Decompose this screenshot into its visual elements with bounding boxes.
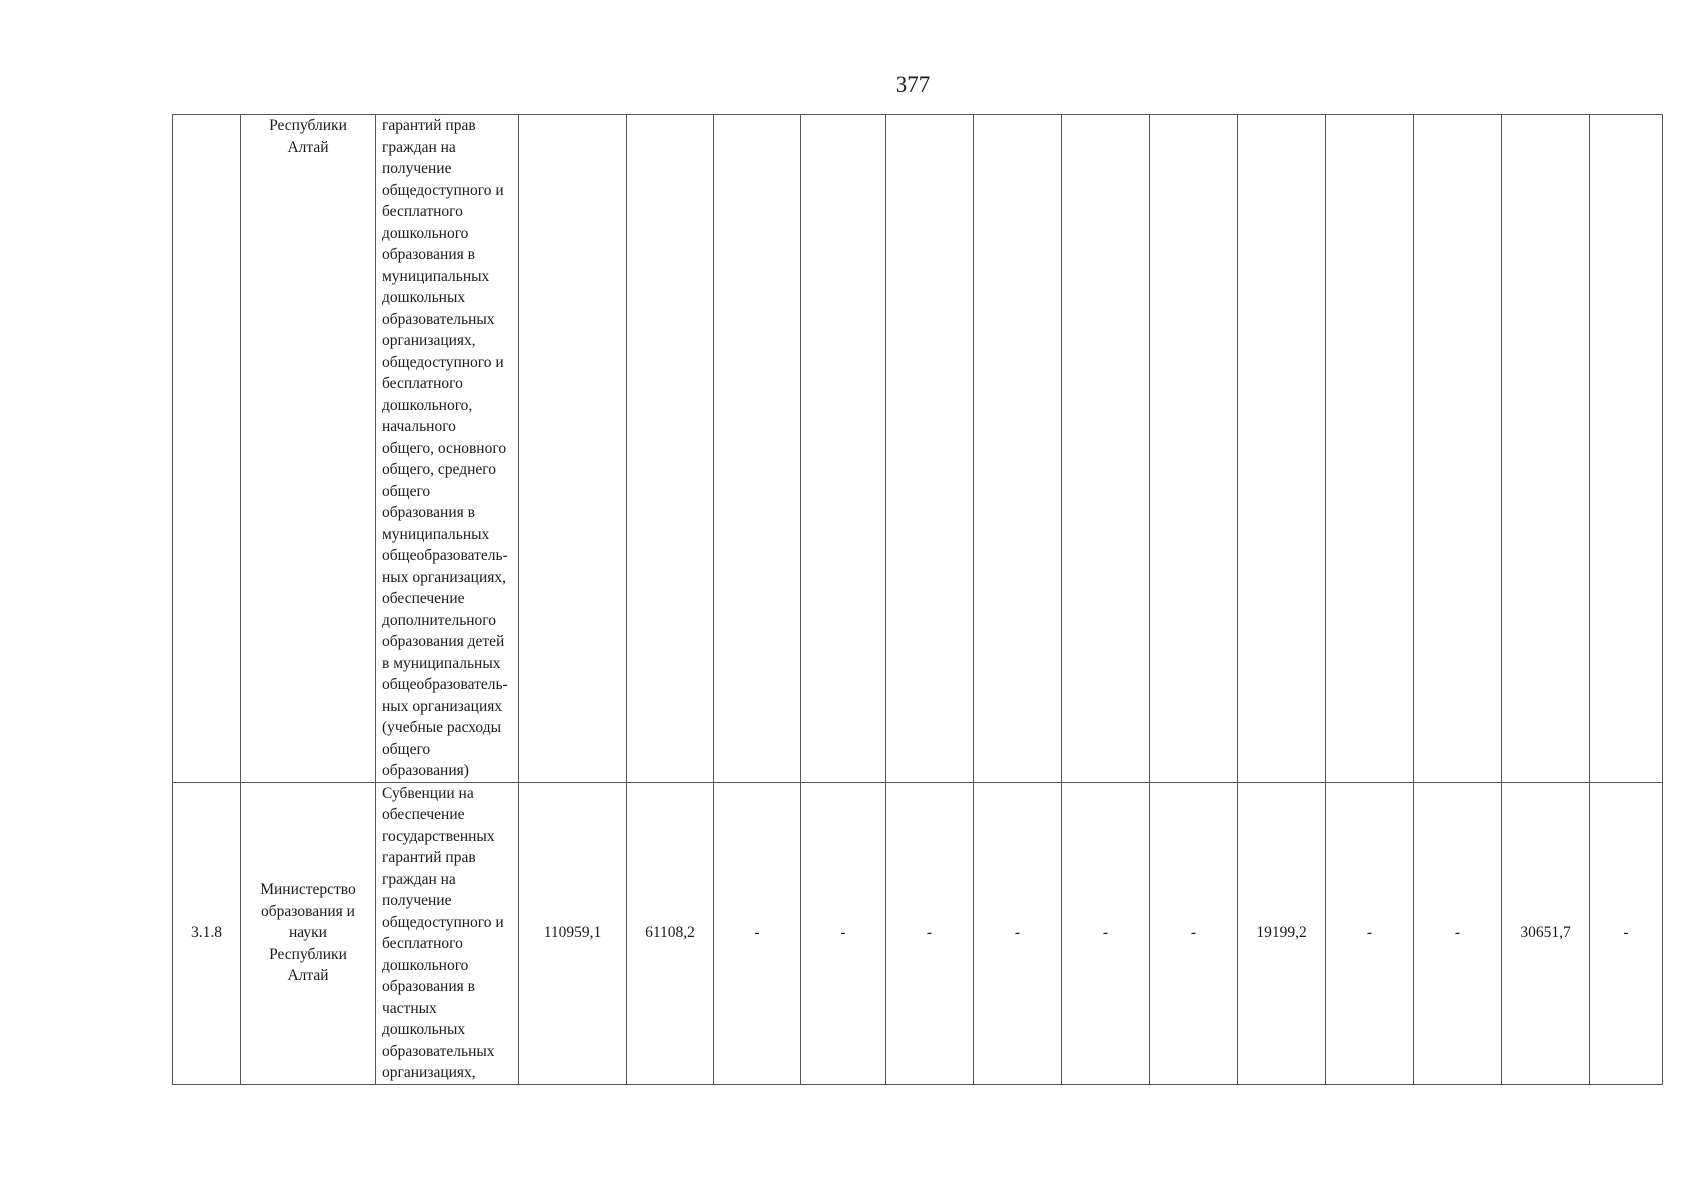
value-cell: 61108,2 [627,782,714,1084]
value-cell: - [714,782,801,1084]
value-cell: - [801,782,886,1084]
value-cell: - [886,782,974,1084]
value-cell: - [1150,782,1238,1084]
value-cell [1150,115,1238,783]
value-cell [1326,115,1414,783]
value-cell [519,115,627,783]
value-cell: - [1414,782,1502,1084]
value-cell [1502,115,1590,783]
responsible-org-cell: Министерство образования и науки Республики Алтай [241,782,376,1084]
value-cell: 110959,1 [519,782,627,1084]
description-cell: гарантий прав граждан на получение общедоступного и бесплатного дошкольного образования в муниципальных дошкольных образовательных организациях, общедоступного и бесплатного дошкольного, начального общего, основного общего, среднего общего образования в муниципальных общеобразователь- ных организациях, обеспечение дополнительного образования детей в муниципальных общеобразователь- ных организациях (учебные расходы общего образования) [376,115,519,783]
description-cell: Субвенции на обеспечение государственных гарантий прав граждан на получение общедоступного и бесплатного дошкольного образования в частных дошкольных образовательных организациях, [376,782,519,1084]
value-cell [1062,115,1150,783]
table-row [173,782,1663,1084]
value-cell: - [974,782,1062,1084]
value-cell [886,115,974,783]
value-cell [974,115,1062,783]
responsible-org-cell: Республики Алтай [241,115,376,783]
row-number-cell: 3.1.8 [173,782,241,1084]
value-cell: - [1326,782,1414,1084]
value-cell: 19199,2 [1238,782,1326,1084]
value-cell: 30651,7 [1502,782,1590,1084]
row-number-cell [173,115,241,783]
page-number: 377 [895,72,931,97]
value-cell: - [1590,782,1663,1084]
value-cell [627,115,714,783]
value-cell [801,115,886,783]
value-cell [1238,115,1326,783]
budget-table [172,114,1663,1085]
table-row [173,115,1663,783]
value-cell [1590,115,1663,783]
value-cell [1414,115,1502,783]
value-cell: - [1062,782,1150,1084]
value-cell [714,115,801,783]
